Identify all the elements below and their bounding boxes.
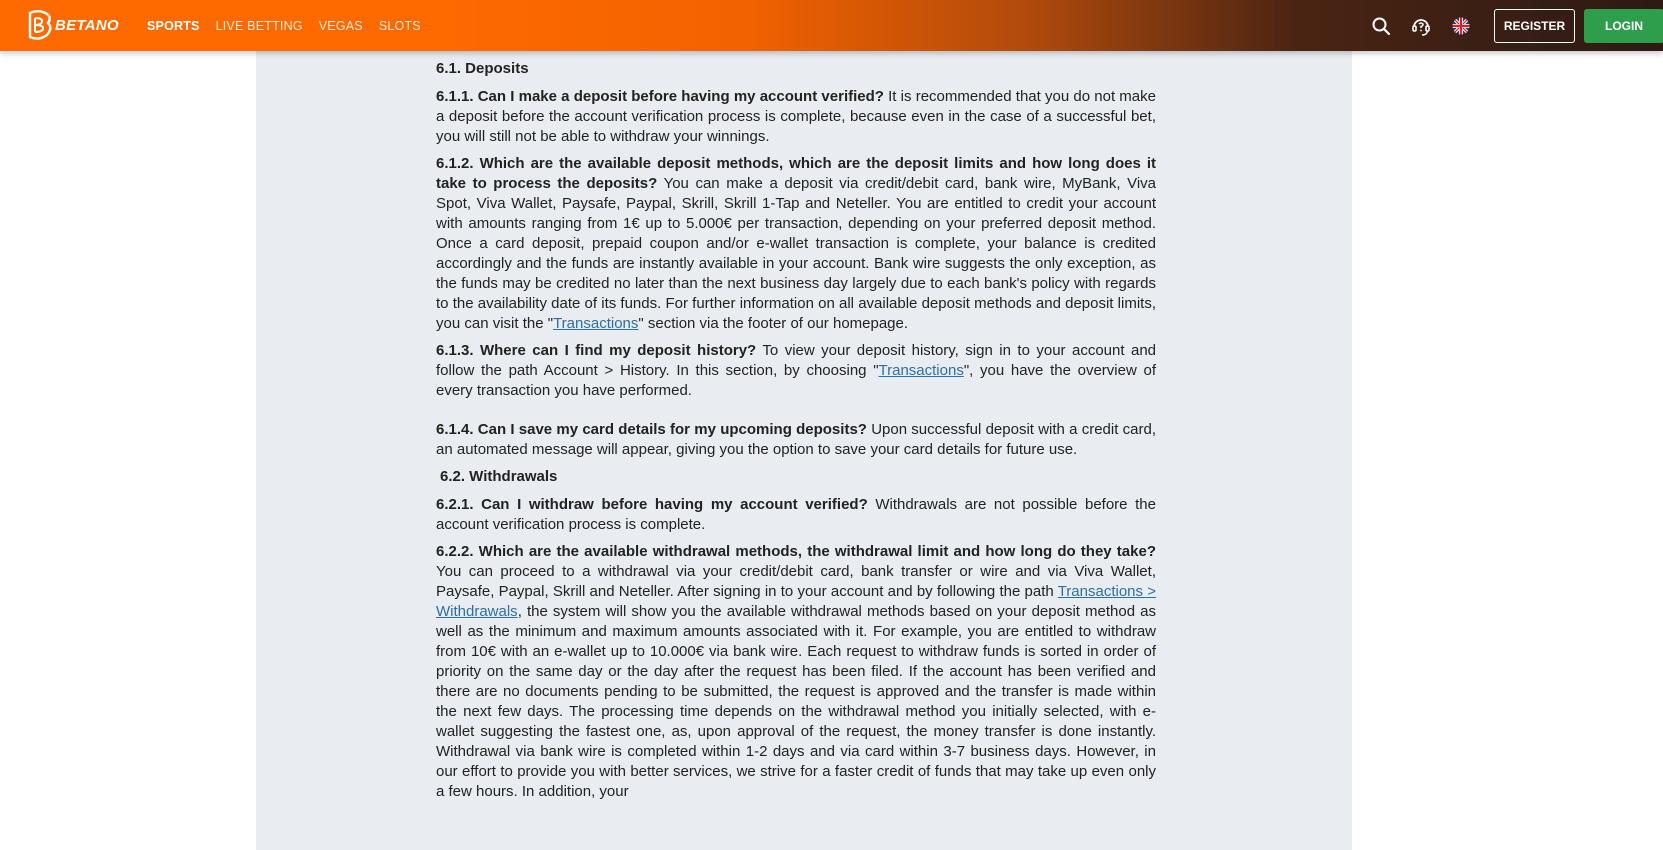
header-tools bbox=[1370, 0, 1663, 51]
faq-item-6-1-2 bbox=[436, 154, 1156, 334]
faq-item-6-2-2 bbox=[436, 542, 1156, 802]
faq-article bbox=[436, 56, 1156, 809]
spacer bbox=[436, 408, 1156, 420]
section-heading-withdrawals: 6.2. Withdrawals bbox=[440, 468, 558, 485]
faq-answer: You can proceed to a withdrawal via your credit/debit card, bank transfer or wire and via Viva Wallet, Paysafe, Paypal, Skrill and Neteller. After signing in to your account and by following the path bbox=[436, 563, 1156, 600]
faq-answer: Withdrawals are not possible before the account verification process is complete. bbox=[436, 496, 1156, 533]
faq-answer: To view your deposit history, sign in to your account and follow the path Account > History. In this section, by choosing " bbox=[436, 342, 1157, 379]
top-header bbox=[0, 0, 1663, 51]
login-button[interactable]: LOGIN bbox=[1584, 9, 1663, 43]
faq-item-6-1-1 bbox=[436, 87, 1156, 147]
faq-answer: You can make a deposit via credit/debit card, bank wire, MyBank, Viva Spot, Viva Wallet, Paysafe, Paypal, Skrill, Skrill 1-Tap and Neteller. You are entitled to credit your account with amounts ranging from 1€ up to 5.000€ per transaction, depending on your preferred deposit method. Once a card deposit, prepaid coupon and/or e-wallet transaction is complete, your balance is credited accordingly and the funds are instantly available in your account. Bank wire suggests the only exception, as the funds may be credited no later than the next business day largely due to each bank's policy with regards to the availability date of its funds. For further information on all available deposit methods and deposit limits, you can visit the " bbox=[436, 175, 1156, 332]
register-button[interactable]: REGISTER bbox=[1494, 9, 1575, 43]
faq-question: 6.1.2. Which are the available deposit methods, which are the deposit limits and how long does it take to process the deposits? bbox=[436, 155, 1156, 192]
uk-flag-icon[interactable] bbox=[1450, 15, 1472, 37]
search-icon[interactable] bbox=[1370, 15, 1392, 37]
faq-answer-tail: " section via the footer of our homepage. bbox=[638, 315, 909, 332]
support-headset-icon[interactable] bbox=[1410, 15, 1432, 37]
faq-question: 6.2.1. Can I withdraw before having my account verified? bbox=[436, 496, 868, 513]
faq-item-6-1-4 bbox=[436, 420, 1156, 460]
nav-vegas[interactable]: VEGAS bbox=[318, 18, 363, 33]
betano-logo[interactable] bbox=[26, 9, 119, 41]
nav-live-betting[interactable]: LIVE BETTING bbox=[215, 18, 303, 33]
faq-answer-tail: , the system will show you the available withdrawal methods based on your deposit method as well as the minimum and maximum amounts associated with it. For example, you are entitled to withdraw from 10€ with an e-wallet up to 10.000€ via bank wire. Each request to withdraw funds is sorted in order of priority on the same day or the day after the request has been filed. If the account has been verified and there are no documents pending to be submitted, the request is approved and the transfer is made within the next few days. The processing time depends on the withdrawal method you initially selected, with e-wallet suggesting the fastest one, as, upon approval of the request, the money transfer is done instantly. Withdrawal via bank wire is completed within 1-2 days and via card within 3-7 business days. However, in our effort to provide you with better services, we strive for a faster credit of funds that may take up even only a few hours. In addition, your bbox=[436, 603, 1156, 800]
faq-question: 6.1.1. Can I make a deposit before having my account verified? bbox=[436, 88, 884, 105]
betano-logo-icon bbox=[26, 10, 52, 40]
nav-slots[interactable]: SLOTS bbox=[378, 18, 421, 33]
nav-sports[interactable]: SPORTS bbox=[147, 18, 200, 33]
faq-question: 6.1.4. Can I save my card details for my upcoming deposits? bbox=[436, 421, 867, 438]
transactions-link[interactable]: Transactions bbox=[553, 315, 639, 332]
transactions-link[interactable]: Transactions bbox=[878, 362, 964, 379]
faq-item-6-2-1 bbox=[436, 495, 1156, 535]
faq-question: 6.2.2. Which are the available withdrawal methods, the withdrawal limit and how long do they take? bbox=[436, 543, 1156, 560]
faq-question: 6.1.3. Where can I find my deposit history? bbox=[436, 342, 757, 359]
section-heading-deposits: 6.1. Deposits bbox=[436, 60, 529, 77]
faq-answer: It is recommended that you do not make a deposit before the account verification process is complete, because even in the case of a successful bet, you will still not be able to withdraw your winnings. bbox=[436, 88, 1156, 145]
faq-item-6-1-3 bbox=[436, 341, 1156, 401]
withdrawals-link[interactable]: Transactions > Withdrawals bbox=[436, 583, 1156, 620]
main-nav bbox=[147, 0, 421, 51]
logo-text: BETANO bbox=[55, 16, 120, 34]
faq-answer-tail: ", you have the overview of every transaction you have performed. bbox=[436, 362, 1156, 399]
faq-answer: Upon successful deposit with a credit card, an automated message will appear, giving you the option to save your card details for future use. bbox=[436, 421, 1156, 458]
